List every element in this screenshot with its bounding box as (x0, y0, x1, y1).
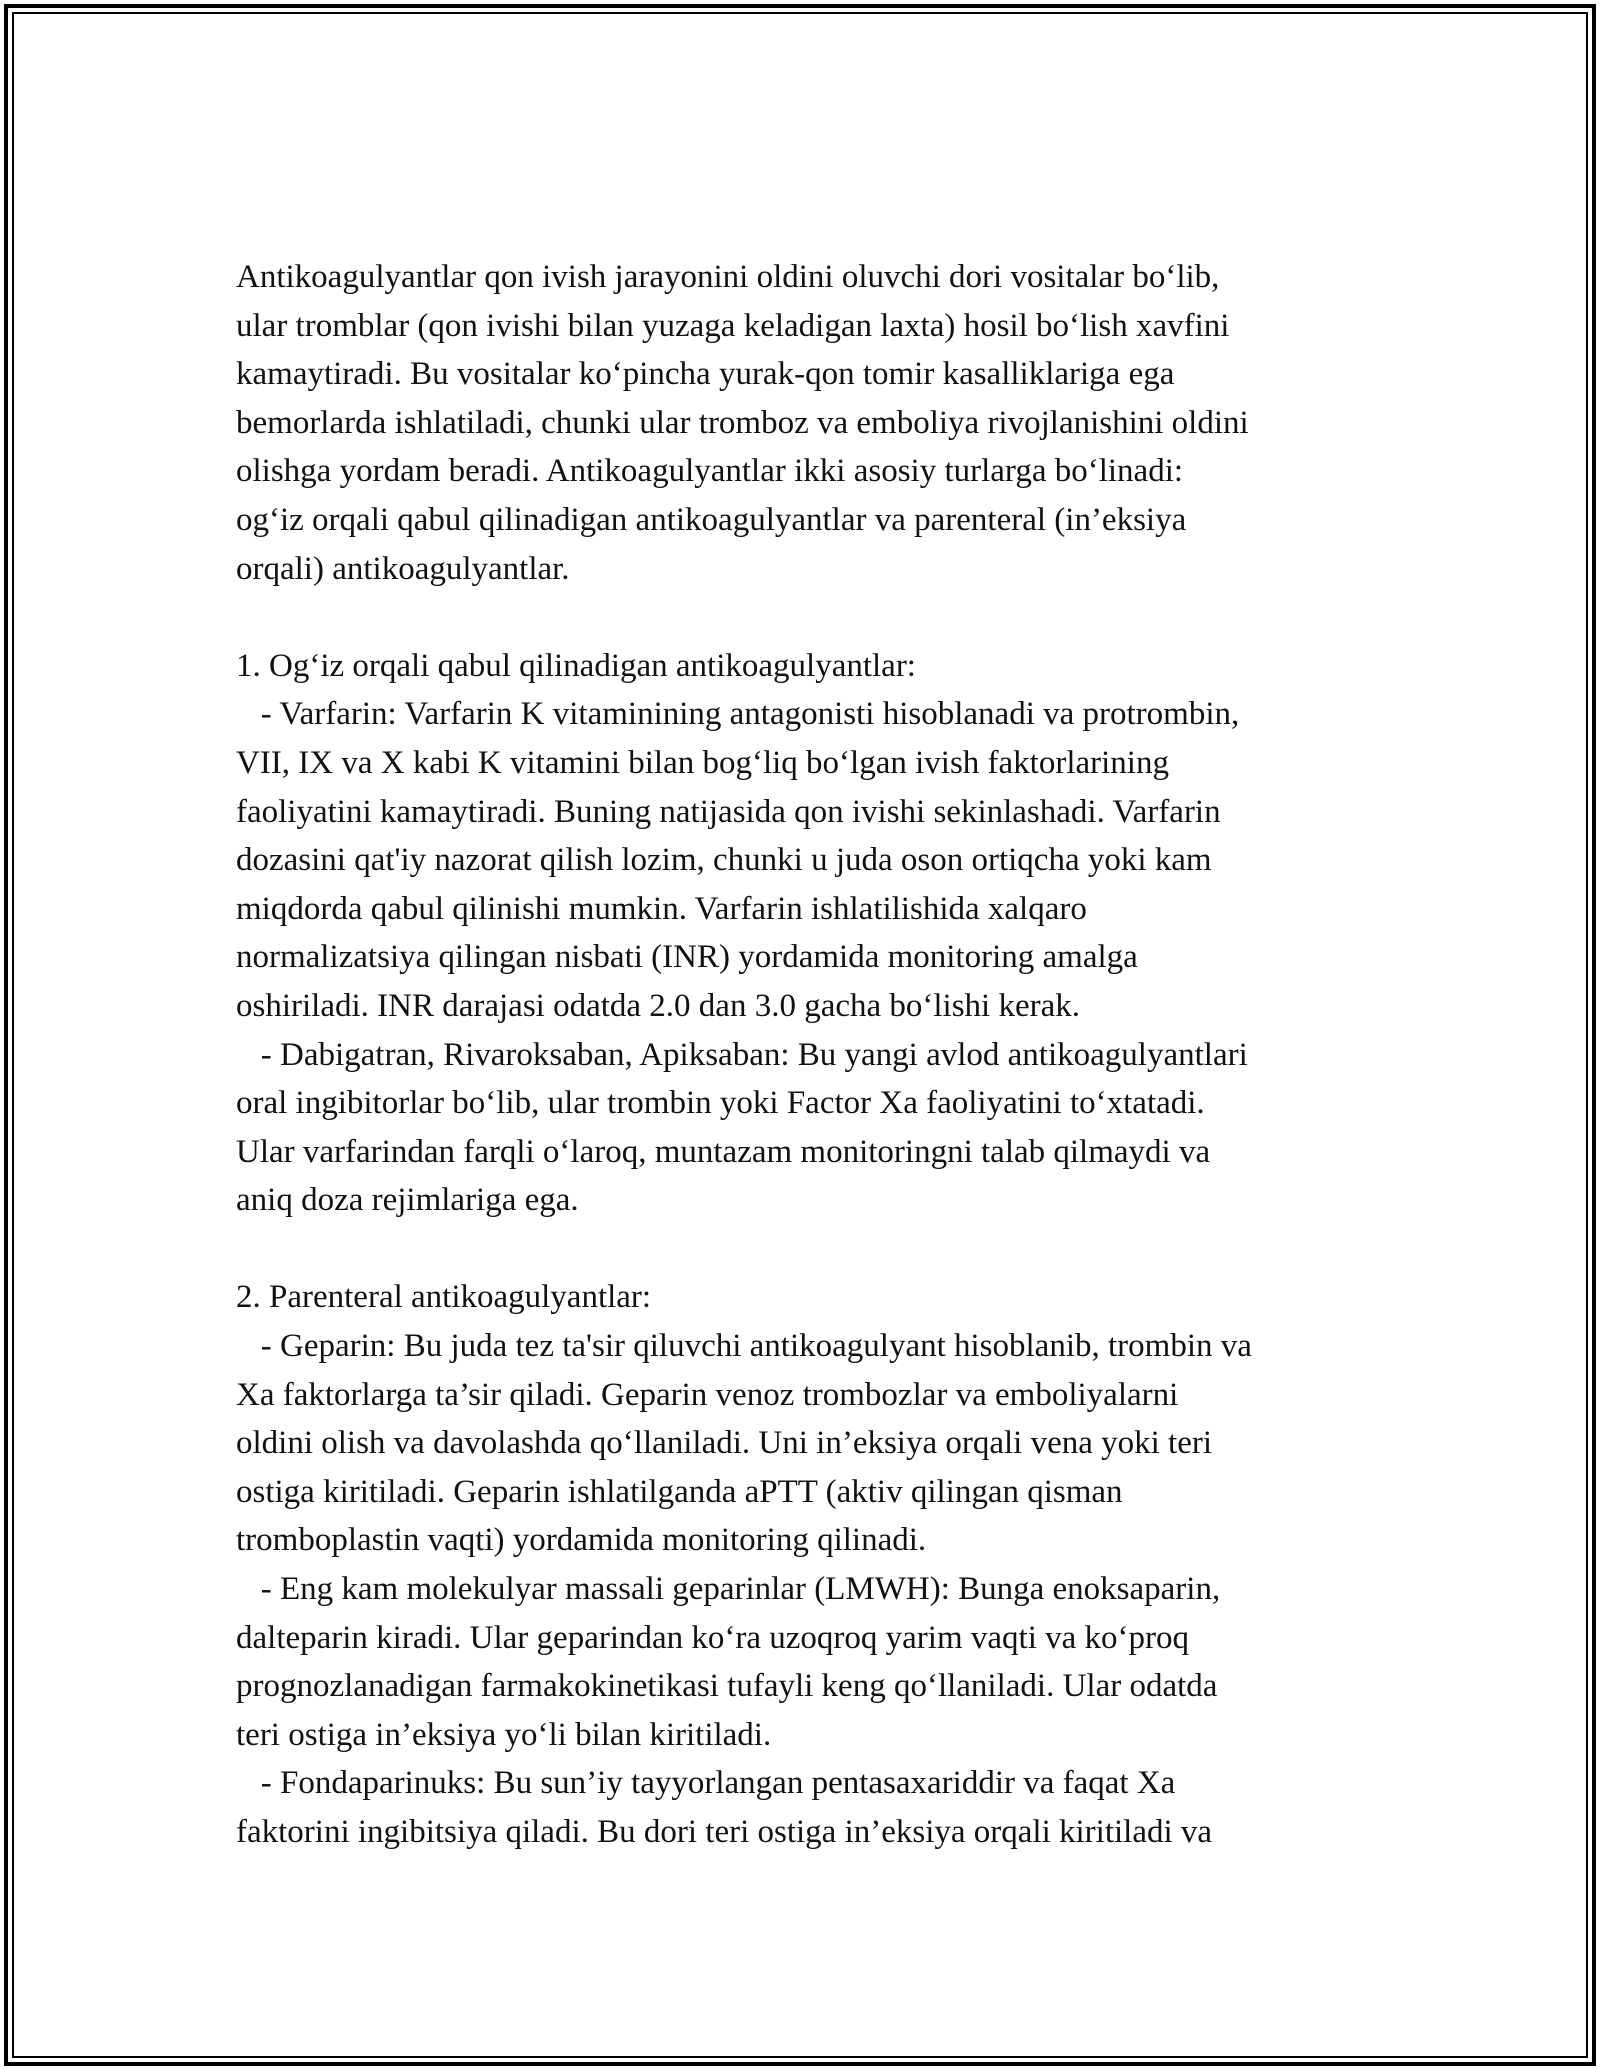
text-line: kamaytiradi. Bu vositalar ko‘pincha yurak-qon tomir kasalliklariga ega (236, 356, 1175, 393)
text-line: ostiga kiritiladi. Geparin ishlatilganda aPTT (aktiv qilingan qisman (236, 1473, 1123, 1510)
document-body (236, 253, 1396, 1857)
text-line: 1. Og‘iz orqali qabul qilinadigan antikoagulyantlar: (236, 647, 916, 684)
text-line: Ular varfarindan farqli o‘laroq, muntazam monitoringni talab qilmaydi va (236, 1133, 1211, 1170)
text-line: bemorlarda ishlatiladi, chunki ular tromboz va emboliya rivojlanishini oldini (236, 404, 1249, 441)
text-line: - Varfarin: Varfarin K vitaminining antagonisti hisoblanadi va protrombin, (236, 696, 1240, 733)
blank-line (236, 1225, 1396, 1274)
text-line: - Fondaparinuks: Bu sun’iy tayyorlangan pentasaxariddir va faqat Xa (236, 1765, 1176, 1802)
text-line: - Geparin: Bu juda tez ta'sir qiluvchi antikoagulyant hisoblanib, trombin va (236, 1328, 1252, 1365)
text-line: ular tromblar (qon ivishi bilan yuzaga keladigan laxta) hosil bo‘lish xavfini (236, 307, 1230, 344)
blank-line (236, 593, 1396, 642)
text-line: Xa faktorlarga ta’sir qiladi. Geparin venoz trombozlar va emboliyalarni (236, 1376, 1179, 1413)
text-line: faoliyatini kamaytiradi. Buning natijasida qon ivishi sekinlashadi. Varfarin (236, 793, 1221, 830)
text-line: prognozlanadigan farmakokinetikasi tufayli keng qo‘llaniladi. Ular odatda (236, 1668, 1218, 1705)
text-line: faktorini ingibitsiya qiladi. Bu dori teri ostiga in’eksiya orqali kiritiladi va (236, 1814, 1213, 1850)
text-line: - Dabigatran, Rivaroksaban, Apiksaban: Bu yangi avlod antikoagulyantlari (236, 1036, 1248, 1073)
text-line: 2. Parenteral antikoagulyantlar: (236, 1279, 652, 1316)
text-line: - Eng kam molekulyar massali geparinlar (LMWH): Bunga enoksaparin, (236, 1571, 1221, 1608)
text-line: tromboplastin vaqti) yordamida monitoring qilinadi. (236, 1522, 927, 1559)
text-line: normalizatsiya qilingan nisbati (INR) yordamida monitoring amalga (236, 939, 1138, 976)
text-line: oldini olish va davolashda qo‘llaniladi. Uni in’eksiya orqali vena yoki teri (236, 1425, 1213, 1462)
text-line: olishga yordam beradi. Antikoagulyantlar ikki asosiy turlarga bo‘linadi: (236, 453, 1184, 490)
text-line: teri ostiga in’eksiya yo‘li bilan kiritiladi. (236, 1716, 772, 1753)
text-line: dozasini qat'iy nazorat qilish lozim, chunki u juda oson ortiqcha yoki kam (236, 842, 1212, 879)
text-line: orqali) antikoagulyantlar. (236, 550, 570, 587)
text-line: VII, IX va X kabi K vitamini bilan bog‘liq bo‘lgan ivish faktorlarining (236, 744, 1169, 781)
text-line: Antikoagulyantlar qon ivish jarayonini oldini oluvchi dori vositalar bo‘lib, (236, 259, 1220, 295)
text-line: miqdorda qabul qilinishi mumkin. Varfarin ishlatilishida xalqaro (236, 890, 1087, 927)
text-line: oral ingibitorlar bo‘lib, ular trombin yoki Factor Xa faoliyatini to‘xtatadi. (236, 1085, 1205, 1122)
text-line: aniq doza rejimlariga ega. (236, 1182, 579, 1219)
text-line: oshiriladi. INR darajasi odatda 2.0 dan 3.0 gacha bo‘lishi kerak. (236, 987, 1081, 1024)
text-line: og‘iz orqali qabul qilinadigan antikoagulyantlar va parenteral (in’eksiya (236, 501, 1187, 538)
text-line: dalteparin kiradi. Ular geparindan ko‘ra uzoqroq yarim vaqti va ko‘proq (236, 1619, 1189, 1656)
